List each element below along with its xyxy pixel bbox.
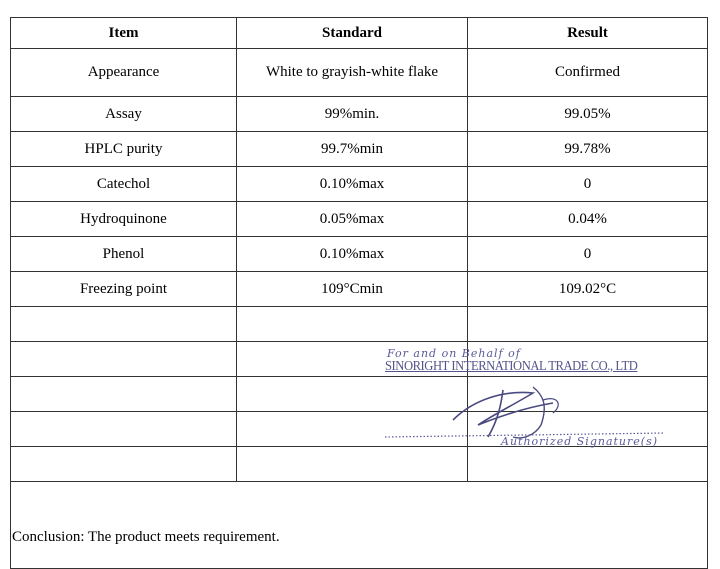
cell-item: Catechol [11, 167, 237, 202]
cell-standard: 0.10%max [237, 237, 468, 272]
cell-result: 0 [468, 167, 708, 202]
header-row [11, 18, 708, 49]
conclusion-row [11, 482, 708, 569]
table-row [11, 167, 708, 202]
cell-standard: 99.7%min [237, 132, 468, 167]
cell-standard: White to grayish-white flake [237, 49, 468, 97]
cell-result: 0.04% [468, 202, 708, 237]
cell-item: Appearance [11, 49, 237, 97]
cell-item: HPLC purity [11, 132, 237, 167]
cell-standard: 109°Cmin [237, 272, 468, 307]
coa-sheet [10, 17, 707, 569]
table-row [11, 272, 708, 307]
cell-item: Freezing point [11, 272, 237, 307]
empty-row [11, 307, 708, 342]
table-row [11, 49, 708, 97]
cell-standard: 0.10%max [237, 167, 468, 202]
stamp-signature-label: Authorized Signature(s) [501, 435, 659, 448]
cell-item: Assay [11, 97, 237, 132]
specification-table [10, 17, 708, 569]
table-row [11, 97, 708, 132]
table-row [11, 202, 708, 237]
cell-item: Hydroquinone [11, 202, 237, 237]
stamp-company-name: SINORIGHT INTERNATIONAL TRADE CO., LTD [385, 359, 638, 374]
header-standard: Standard [237, 18, 468, 49]
stamp-behalf-text: For and on Behalf of [387, 347, 521, 360]
header-item: Item [11, 18, 237, 49]
table-row [11, 237, 708, 272]
cell-result: 99.78% [468, 132, 708, 167]
header-result: Result [468, 18, 708, 49]
company-stamp [383, 345, 673, 455]
cell-result: 0 [468, 237, 708, 272]
cell-standard: 0.05%max [237, 202, 468, 237]
table-row [11, 132, 708, 167]
cell-item: Phenol [11, 237, 237, 272]
cell-result: Confirmed [468, 49, 708, 97]
conclusion-text: Conclusion: The product meets requirement. [11, 482, 708, 569]
cell-result: 99.05% [468, 97, 708, 132]
cell-result: 109.02°C [468, 272, 708, 307]
cell-standard: 99%min. [237, 97, 468, 132]
